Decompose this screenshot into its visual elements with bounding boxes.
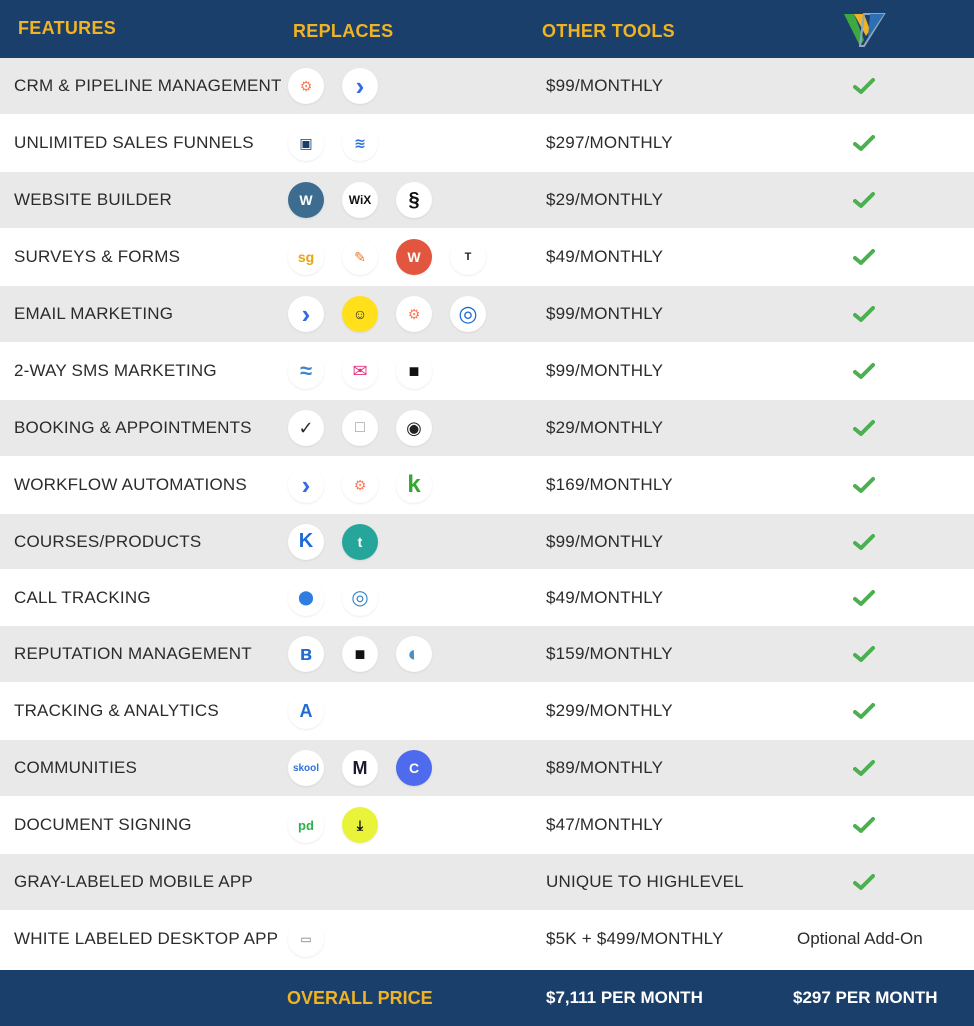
check-icon <box>853 797 875 853</box>
addon-note: Optional Add-On <box>797 928 923 948</box>
feature-name: CALL TRACKING <box>14 587 151 607</box>
other-tools-price: $99/MONTHLY <box>546 531 664 551</box>
highlevel-logo-icon <box>840 10 888 50</box>
feature-name: 2-WAY SMS MARKETING <box>14 361 217 380</box>
header-features: FEATURES <box>18 18 117 38</box>
feature-name: COURSES/PRODUCTS <box>14 531 202 551</box>
table-row <box>0 172 974 229</box>
other-tools-price: $49/MONTHLY <box>546 587 664 607</box>
replaced-tools <box>288 683 324 739</box>
mailchimp-icon: ☺ <box>342 296 378 332</box>
table-row <box>0 740 974 797</box>
replaced-tools <box>288 115 378 171</box>
other-tools-price: $99/MONTHLY <box>546 361 664 380</box>
table-header <box>0 0 974 58</box>
replaced-tools <box>288 286 486 342</box>
feature-rows <box>0 58 974 967</box>
other-tools-price: $49/MONTHLY <box>546 247 664 266</box>
replaced-tools <box>288 797 378 853</box>
table-row <box>0 797 974 854</box>
wix-icon: WiX <box>342 182 378 218</box>
feature-name: WORKFLOW AUTOMATIONS <box>14 475 247 494</box>
feature-name: COMMUNITIES <box>14 758 138 777</box>
teachable-icon: t <box>342 524 378 560</box>
kajabi-icon: K <box>288 524 324 560</box>
other-tools-price: $29/MONTHLY <box>546 418 664 437</box>
simpletexting-icon: ≈ <box>288 353 324 389</box>
check-icon <box>853 58 875 114</box>
clickfunnels-icon: ▣ <box>288 125 324 161</box>
table-row <box>0 286 974 343</box>
other-tools-price: $159/MONTHLY <box>546 644 673 663</box>
mightynetworks-icon: M <box>342 750 378 786</box>
replaced-tools <box>288 400 432 456</box>
activecampaign-icon: › <box>342 68 378 104</box>
wufoo-icon: W <box>396 239 432 275</box>
replaced-tools <box>288 570 378 625</box>
other-tools-price: $299/MONTHLY <box>546 701 673 720</box>
highlevel-total: $297 PER MONTH <box>793 988 938 1007</box>
reputation-icon: ◐ <box>396 636 432 672</box>
replaced-tools <box>288 172 432 228</box>
feature-name: SURVEYS & FORMS <box>14 247 181 266</box>
skool-icon: skool <box>288 750 324 786</box>
check-icon <box>853 457 875 513</box>
check-icon <box>853 172 875 228</box>
eztexting-icon: ✉ <box>342 353 378 389</box>
oncehub-icon: ◉ <box>396 410 432 446</box>
replaced-tools <box>288 457 432 513</box>
table-row <box>0 570 974 626</box>
other-tools-price: $297/MONTHLY <box>546 133 673 152</box>
desktop-app-icon: ▭ <box>288 921 324 957</box>
check-icon <box>853 229 875 285</box>
table-row <box>0 58 974 115</box>
birdeye-icon: ʙ <box>288 636 324 672</box>
other-tools-total: $7,111 PER MONTH <box>546 988 703 1007</box>
feature-name: EMAIL MARKETING <box>14 304 174 323</box>
table-row <box>0 229 974 286</box>
surveygizmo-icon: sg <box>288 239 324 275</box>
calendly-icon: □ <box>342 410 378 446</box>
hubspot-icon: ⚙ <box>396 296 432 332</box>
table-row <box>0 683 974 740</box>
feature-name: TRACKING & ANALYTICS <box>14 701 219 720</box>
agencyanalytics-icon: A <box>288 693 324 729</box>
header-other-tools: OTHER TOOLS <box>542 21 675 41</box>
squarespace-icon: § <box>396 182 432 218</box>
activecampaign-icon: › <box>288 467 324 503</box>
other-tools-price: $99/MONTHLY <box>546 304 664 323</box>
other-tools-price: $99/MONTHLY <box>546 76 664 95</box>
check-icon <box>853 115 875 171</box>
leadpages-icon: ≋ <box>342 125 378 161</box>
check-icon <box>853 570 875 625</box>
hubspot-icon: ⚙ <box>288 68 324 104</box>
replaced-tools <box>288 740 432 796</box>
replaced-tools <box>288 343 432 399</box>
acuity-icon: ✓ <box>288 410 324 446</box>
table-row <box>0 115 974 172</box>
other-tools-price: $89/MONTHLY <box>546 758 664 777</box>
podium-icon: ■ <box>396 353 432 389</box>
pandadoc-icon: pd <box>288 807 324 843</box>
activecampaign-icon: › <box>288 296 324 332</box>
header-replaces: REPLACES <box>293 21 394 41</box>
jotform-icon: ✎ <box>342 239 378 275</box>
hubspot-icon: ⚙ <box>342 467 378 503</box>
replaced-tools <box>288 229 486 285</box>
table-row <box>0 626 974 683</box>
feature-name: DOCUMENT SIGNING <box>14 815 192 834</box>
check-icon <box>853 740 875 796</box>
check-icon <box>853 343 875 399</box>
table-row <box>0 514 974 570</box>
replaced-tools <box>288 626 432 682</box>
other-tools-price: $29/MONTHLY <box>546 190 664 209</box>
table-footer <box>0 970 974 1026</box>
other-tools-price: UNIQUE TO HIGHLEVEL <box>546 872 744 891</box>
feature-name: GRAY-LABELED MOBILE APP <box>14 872 253 891</box>
check-icon <box>853 683 875 739</box>
feature-name: WHITE LABELED DESKTOP APP <box>14 928 279 948</box>
feature-name: BOOKING & APPOINTMENTS <box>14 418 252 437</box>
callrail-icon: ⬤ <box>288 580 324 616</box>
check-icon <box>853 286 875 342</box>
table-row <box>0 854 974 911</box>
check-icon <box>853 626 875 682</box>
feature-name: UNLIMITED SALES FUNNELS <box>14 133 254 152</box>
other-tools-price: $5K + $499/MONTHLY <box>546 928 724 948</box>
typeform-icon: T <box>450 239 486 275</box>
table-row <box>0 911 974 967</box>
check-icon <box>853 854 875 910</box>
replaced-tools <box>288 58 378 114</box>
constantcontact-icon: ◎ <box>450 296 486 332</box>
check-icon <box>853 514 875 569</box>
keap-icon: k <box>396 467 432 503</box>
circle-icon: C <box>396 750 432 786</box>
feature-name: CRM & PIPELINE MANAGEMENT <box>14 76 282 95</box>
overall-price-label: OVERALL PRICE <box>287 988 433 1008</box>
docusign-icon: ⤓ <box>342 807 378 843</box>
table-row <box>0 457 974 514</box>
other-tools-price: $169/MONTHLY <box>546 475 673 494</box>
table-row <box>0 400 974 457</box>
wordpress-icon: W <box>288 182 324 218</box>
feature-name: WEBSITE BUILDER <box>14 190 172 209</box>
other-tools-price: $47/MONTHLY <box>546 815 664 834</box>
feature-name: REPUTATION MANAGEMENT <box>14 644 252 663</box>
check-icon <box>853 400 875 456</box>
replaced-tools <box>288 911 324 966</box>
replaced-tools <box>288 514 378 569</box>
calltrackingmetrics-icon: ◎ <box>342 580 378 616</box>
podium-icon: ■ <box>342 636 378 672</box>
table-row <box>0 343 974 400</box>
